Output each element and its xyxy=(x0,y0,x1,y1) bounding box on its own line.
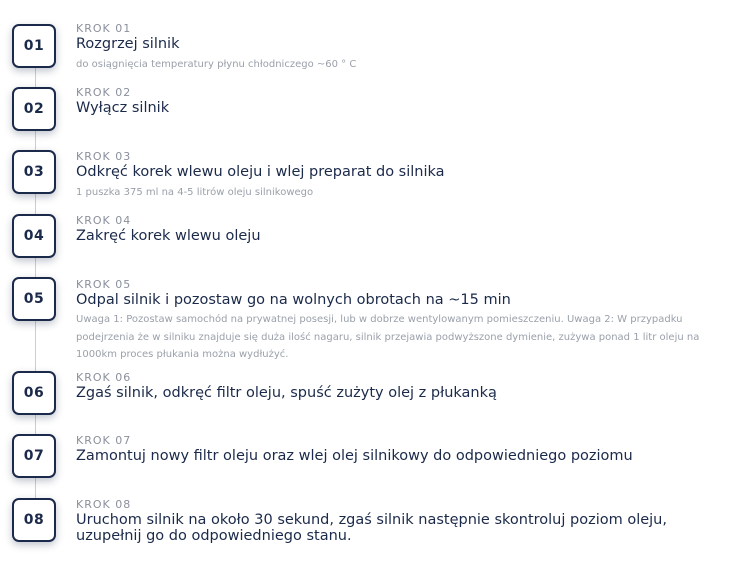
step-number-badge: 05 xyxy=(12,277,56,321)
step-number-badge: 03 xyxy=(12,150,56,194)
step-kicker: KROK 02 xyxy=(76,86,132,99)
step-title: Odpal silnik i pozostaw go na wolnych obrotach na ~15 min xyxy=(76,292,511,308)
step-description: Uwaga 1: Pozostaw samochód na prywatnej posesji, lub w dobrze wentylowanym pomieszczeniu. Uwaga 2: W przypadku podejrzenia że w silniku znajduje się duża ilość nagaru, silnik przejawia podwyższone dymienie, zużywa ponad 1 litr oleju na 1000km proces płukania można wydłużyć. xyxy=(76,314,700,360)
step-description: do osiągnięcia temperatury płynu chłodniczego ~60 ° C xyxy=(76,59,357,70)
step-title: Uruchom silnik na około 30 sekund, zgaś silnik następnie skontroluj poziom oleju, uzupełnij go do odpowiedniego stanu. xyxy=(76,512,667,544)
step-title: Zamontuj nowy filtr oleju oraz wlej olej silnikowy do odpowiedniego poziomu xyxy=(76,448,633,464)
step-title: Odkręć korek wlewu oleju i wlej preparat do silnika xyxy=(76,164,445,180)
step-kicker: KROK 05 xyxy=(76,278,132,291)
step-number-badge: 06 xyxy=(12,371,56,415)
step-kicker: KROK 01 xyxy=(76,22,132,35)
step-title: Zakręć korek wlewu oleju xyxy=(76,228,261,244)
step-number-badge: 04 xyxy=(12,214,56,258)
step-title: Wyłącz silnik xyxy=(76,100,170,116)
step-kicker: KROK 07 xyxy=(76,434,132,447)
step-title: Zgaś silnik, odkręć filtr oleju, spuść zużyty olej z płukanką xyxy=(76,385,497,401)
step-kicker: KROK 04 xyxy=(76,214,132,227)
step-title: Rozgrzej silnik xyxy=(76,36,180,52)
step-number-badge: 01 xyxy=(12,24,56,68)
step-kicker: KROK 08 xyxy=(76,498,132,511)
step-kicker: KROK 03 xyxy=(76,150,132,163)
step-number-badge: 02 xyxy=(12,87,56,131)
step-number-badge: 07 xyxy=(12,434,56,478)
step-number-badge: 08 xyxy=(12,498,56,542)
step-description: 1 puszka 375 ml na 4-5 litrów oleju silnikowego xyxy=(76,187,314,198)
step-kicker: KROK 06 xyxy=(76,371,132,384)
